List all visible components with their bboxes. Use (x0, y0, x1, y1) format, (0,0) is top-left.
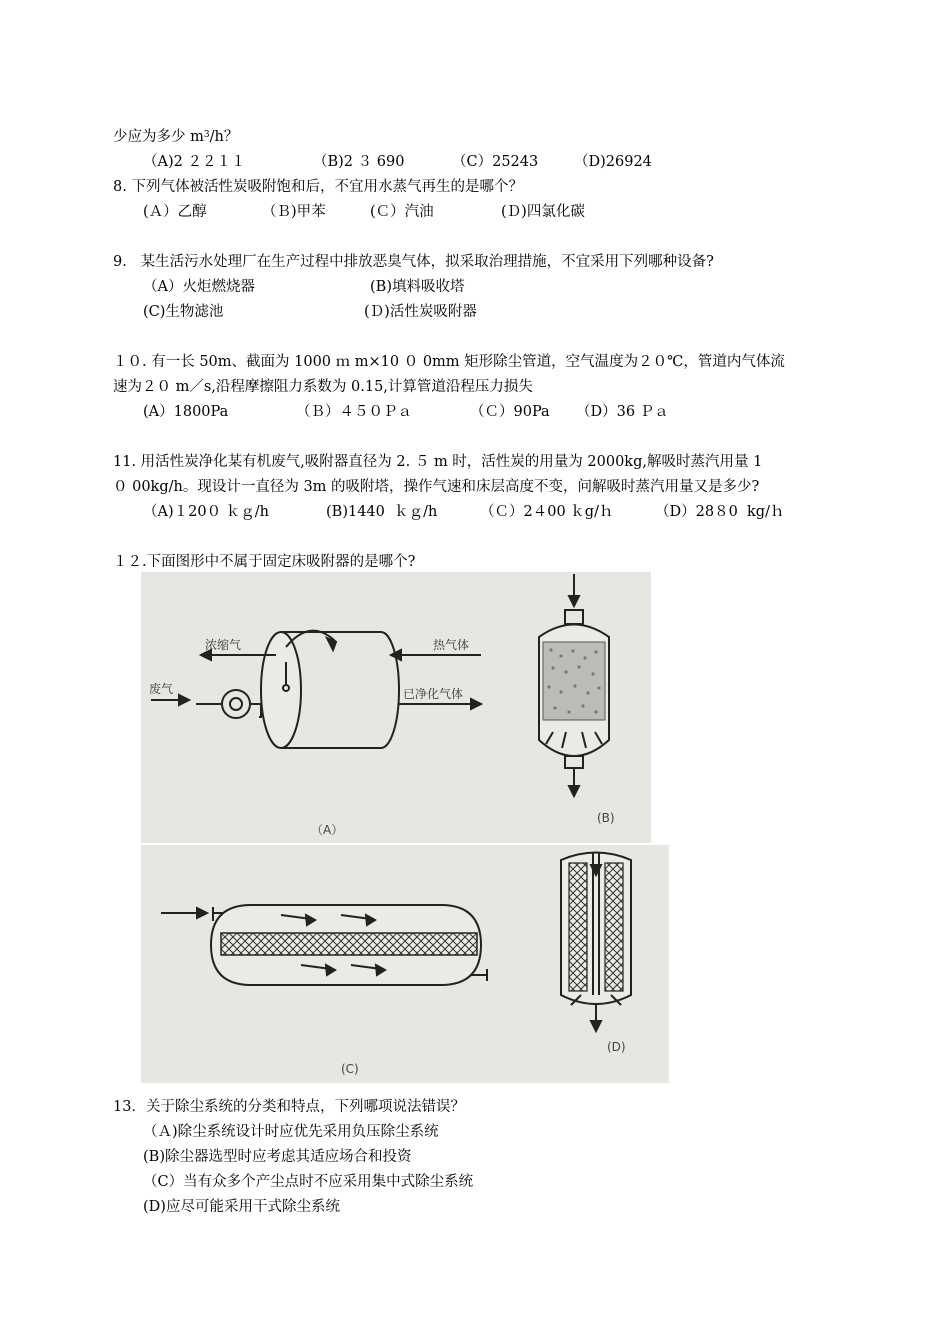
q7-option-b: （B)2 ３ 690 (313, 154, 405, 170)
q10-option-b: （Ｂ）４５０Ｐａ (296, 404, 412, 420)
q13-option-c: （C）当有众多个产尘点时不应采用集中式除尘系统 (143, 1174, 474, 1190)
q7-option-d: （D)26924 (574, 154, 652, 170)
q11-option-b: (B)1440 ｋｇ/h (326, 504, 438, 520)
q13-option-a: （Ａ)除尘系统设计时应优先采用负压除尘系统 (143, 1124, 439, 1140)
q13-option-b: (B)除尘器选型时应考虑其适应场合和投资 (143, 1149, 412, 1165)
q10-option-a: (A）1800Pa (143, 404, 229, 420)
label-waste-gas: 废气 (149, 682, 174, 696)
label-fig-d: (D) (607, 1040, 626, 1054)
q9-option-b: (B)填料吸收塔 (370, 279, 465, 295)
q11-option-d: （D）28８0 kg/ｈ (655, 504, 785, 520)
q8-option-a: (Ａ）乙醇 (143, 204, 207, 220)
figure-adsorbers-c-d (141, 845, 669, 1083)
label-concentrated-gas: 浓缩气 (205, 638, 242, 652)
q10-option-d: （D）36 Ｐａ (576, 404, 669, 420)
label-hot-gas: 热气体 (433, 638, 470, 652)
q8-option-b: （Ｂ)甲苯 (262, 204, 326, 220)
figure-adsorbers-a-b (141, 572, 651, 843)
q10-option-c: （Ｃ）90Pa (470, 404, 550, 420)
q9-option-a: （A）火炬燃烧器 (143, 279, 255, 295)
q11-stem-line1: 11. 用活性炭净化某有机废气,吸附器直径为 2. ５ m 时，活性炭的用量为 2000kg,解吸时蒸汽用量 1 (113, 454, 763, 470)
q10-stem-line1: １０. 有一长 50m、截面为 1000 ｍ m×10 ０ 0mm 矩形除尘管道，空气温度为２０℃，管道内气体流 (113, 354, 785, 370)
q9-option-d: (Ｄ)活性炭吸附器 (364, 304, 477, 320)
q11-option-c: （Ｃ）2４00 ｋg/ｈ (480, 504, 614, 520)
label-purified-gas: 已净化气体 (403, 687, 464, 701)
q9-stem: 9. 某生活污水处理厂在生产过程中排放恶臭气体，拟采取治理措施，不宜采用下列哪种设备? (113, 254, 714, 270)
q13-option-d: (D)应尽可能采用干式除尘系统 (143, 1199, 340, 1215)
q8-option-d: (Ｄ)四氯化碳 (501, 204, 585, 220)
q8-stem: 8. 下列气体被活性炭吸附饱和后，不宜用水蒸气再生的是哪个？ (113, 179, 523, 195)
label-fig-b: (B) (597, 811, 615, 825)
q8-option-c: (Ｃ）汽油 (370, 204, 434, 220)
q12-stem: １２.下面图形中不属于固定床吸附器的是哪个? (113, 554, 416, 570)
q7-option-a: （A)2 ２２１１ (143, 154, 246, 170)
q9-option-c: (C)生物滤池 (143, 304, 224, 320)
adsorber-d-diagram (561, 853, 631, 1032)
q13-stem: 13．关于除尘系统的分类和特点，下列哪项说法错误？ (113, 1099, 465, 1115)
q11-option-a: （A)１20０ ｋｇ/h (143, 504, 269, 520)
q10-stem-line2: 速为２０ m／s,沿程摩擦阻力系数为 0.15,计算管道沿程压力损失 (113, 379, 533, 395)
q11-stem-line2: ０ 00kg/h。现设计一直径为 3m 的吸附塔，操作气速和床层高度不变，问解吸时蒸汽用量又是多少? (113, 479, 760, 495)
adsorber-c-diagram (161, 905, 487, 985)
q7-option-c: （C）25243 (452, 154, 539, 170)
q7-stem-tail: 少应为多少 $m^3/h$？ (113, 129, 239, 145)
label-fig-c: (C) (341, 1062, 359, 1076)
label-fig-a: （A） (311, 823, 344, 837)
